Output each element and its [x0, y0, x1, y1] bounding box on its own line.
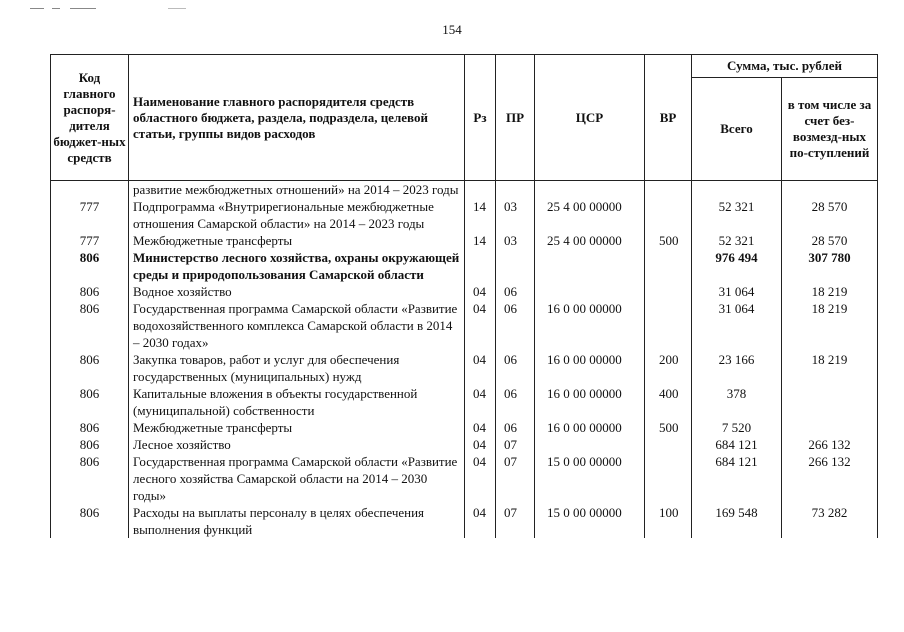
row-code: 806: [51, 419, 129, 436]
header-free: в том числе за счет без-возмезд-ных по-ступлений: [782, 78, 878, 181]
table-row: [51, 351, 878, 385]
row-rz: 04: [465, 351, 496, 385]
row-free: [782, 419, 878, 436]
row-free: 266 132: [782, 436, 878, 453]
row-pr: 03: [496, 198, 535, 232]
row-pr: 06: [496, 300, 535, 351]
table-row: [51, 453, 878, 504]
row-pr: 06: [496, 283, 535, 300]
table-row: [51, 436, 878, 453]
row-code: 806: [51, 351, 129, 385]
row-csr: 25 4 00 00000: [535, 198, 645, 232]
row-csr: 16 0 00 00000: [535, 419, 645, 436]
row-code: 777: [51, 198, 129, 232]
row-rz: 04: [465, 436, 496, 453]
row-name: Министерство лесного хозяйства, охраны окружающей среды и природопользования Самарской области: [129, 249, 465, 283]
row-vr: [645, 198, 692, 232]
row-vr: 200: [645, 351, 692, 385]
row-code: 806: [51, 453, 129, 504]
scan-artifact: [70, 8, 96, 9]
row-pr: [496, 181, 535, 199]
header-name: Наименование главного распорядителя средств областного бюджета, раздела, подраздела, целевой статьи, группы видов расходов: [129, 55, 465, 181]
row-code: 806: [51, 385, 129, 419]
row-name: Государственная программа Самарской области «Развитие лесного хозяйства Самарской области на 2014 – 2030 годы»: [129, 453, 465, 504]
row-name: Государственная программа Самарской области «Развитие водохозяйственного комплекса Самарской области в 2014 – 2030 годах»: [129, 300, 465, 351]
page-number: 154: [442, 22, 462, 37]
row-total: 169 548: [692, 504, 782, 538]
row-total: 52 321: [692, 232, 782, 249]
header-vr: ВР: [645, 55, 692, 181]
row-free: [782, 181, 878, 199]
row-code: [51, 181, 129, 199]
row-total: 684 121: [692, 436, 782, 453]
table-row: [51, 283, 878, 300]
row-pr: [496, 249, 535, 283]
row-free: 18 219: [782, 351, 878, 385]
row-rz: 14: [465, 232, 496, 249]
row-total: 378: [692, 385, 782, 419]
row-rz: 04: [465, 300, 496, 351]
budget-table: [50, 54, 878, 538]
row-vr: [645, 436, 692, 453]
row-vr: 500: [645, 232, 692, 249]
scan-artifact: [168, 8, 186, 9]
row-csr: [535, 436, 645, 453]
header-sum: Сумма, тыс. рублей: [692, 55, 878, 78]
row-name: Водное хозяйство: [129, 283, 465, 300]
row-rz: 04: [465, 453, 496, 504]
row-name: Лесное хозяйство: [129, 436, 465, 453]
row-code: 806: [51, 504, 129, 538]
row-vr: [645, 249, 692, 283]
header-code: Код главного распоря-дителя бюджет-ных средств: [51, 55, 129, 181]
row-name: Подпрограмма «Внутрирегиональные межбюджетные отношения Самарской области» на 2014 – 2023 годы: [129, 198, 465, 232]
table-row: [51, 198, 878, 232]
row-rz: 14: [465, 198, 496, 232]
header-rz: Рз: [465, 55, 496, 181]
row-csr: 25 4 00 00000: [535, 232, 645, 249]
row-rz: [465, 181, 496, 199]
table-row: [51, 419, 878, 436]
row-csr: 16 0 00 00000: [535, 300, 645, 351]
row-pr: 07: [496, 504, 535, 538]
row-rz: 04: [465, 419, 496, 436]
row-vr: [645, 453, 692, 504]
row-vr: [645, 181, 692, 199]
table-row: [51, 385, 878, 419]
row-free: 18 219: [782, 283, 878, 300]
row-vr: [645, 300, 692, 351]
table-row: [51, 300, 878, 351]
row-vr: 100: [645, 504, 692, 538]
row-csr: [535, 181, 645, 199]
row-total: 684 121: [692, 453, 782, 504]
row-free: 28 570: [782, 198, 878, 232]
row-csr: [535, 283, 645, 300]
row-total: 23 166: [692, 351, 782, 385]
row-code: 777: [51, 232, 129, 249]
row-free: 18 219: [782, 300, 878, 351]
row-name: Капитальные вложения в объекты государственной (муниципальной) собственности: [129, 385, 465, 419]
row-rz: [465, 249, 496, 283]
table-row: [51, 232, 878, 249]
row-csr: 16 0 00 00000: [535, 351, 645, 385]
row-csr: 15 0 00 00000: [535, 504, 645, 538]
row-free: 28 570: [782, 232, 878, 249]
row-total: 7 520: [692, 419, 782, 436]
row-total: 52 321: [692, 198, 782, 232]
row-rz: 04: [465, 385, 496, 419]
row-total: 31 064: [692, 300, 782, 351]
row-pr: 06: [496, 419, 535, 436]
row-pr: 07: [496, 436, 535, 453]
header-pr: ПР: [496, 55, 535, 181]
row-code: 806: [51, 283, 129, 300]
row-pr: 06: [496, 385, 535, 419]
row-pr: 06: [496, 351, 535, 385]
scan-artifact: [30, 8, 44, 9]
row-vr: [645, 283, 692, 300]
row-name: Закупка товаров, работ и услуг для обеспечения государственных (муниципальных) нужд: [129, 351, 465, 385]
header-csr: ЦСР: [535, 55, 645, 181]
row-total: 31 064: [692, 283, 782, 300]
row-free: 73 282: [782, 504, 878, 538]
row-total: 976 494: [692, 249, 782, 283]
row-vr: 400: [645, 385, 692, 419]
row-free: 307 780: [782, 249, 878, 283]
row-vr: 500: [645, 419, 692, 436]
table-row: [51, 181, 878, 199]
row-name: Расходы на выплаты персоналу в целях обеспечения выполнения функций: [129, 504, 465, 538]
row-code: 806: [51, 436, 129, 453]
table-row: [51, 249, 878, 283]
row-name: развитие межбюджетных отношений» на 2014 – 2023 годы: [129, 181, 465, 199]
row-code: 806: [51, 249, 129, 283]
row-name: Межбюджетные трансферты: [129, 232, 465, 249]
row-free: [782, 385, 878, 419]
row-rz: 04: [465, 283, 496, 300]
row-csr: [535, 249, 645, 283]
row-name: Межбюджетные трансферты: [129, 419, 465, 436]
row-pr: 07: [496, 453, 535, 504]
row-csr: 15 0 00 00000: [535, 453, 645, 504]
header-total: Всего: [692, 78, 782, 181]
row-free: 266 132: [782, 453, 878, 504]
row-code: 806: [51, 300, 129, 351]
row-csr: 16 0 00 00000: [535, 385, 645, 419]
row-total: [692, 181, 782, 199]
row-rz: 04: [465, 504, 496, 538]
row-pr: 03: [496, 232, 535, 249]
table-row: [51, 504, 878, 538]
scan-artifact: [52, 8, 60, 9]
